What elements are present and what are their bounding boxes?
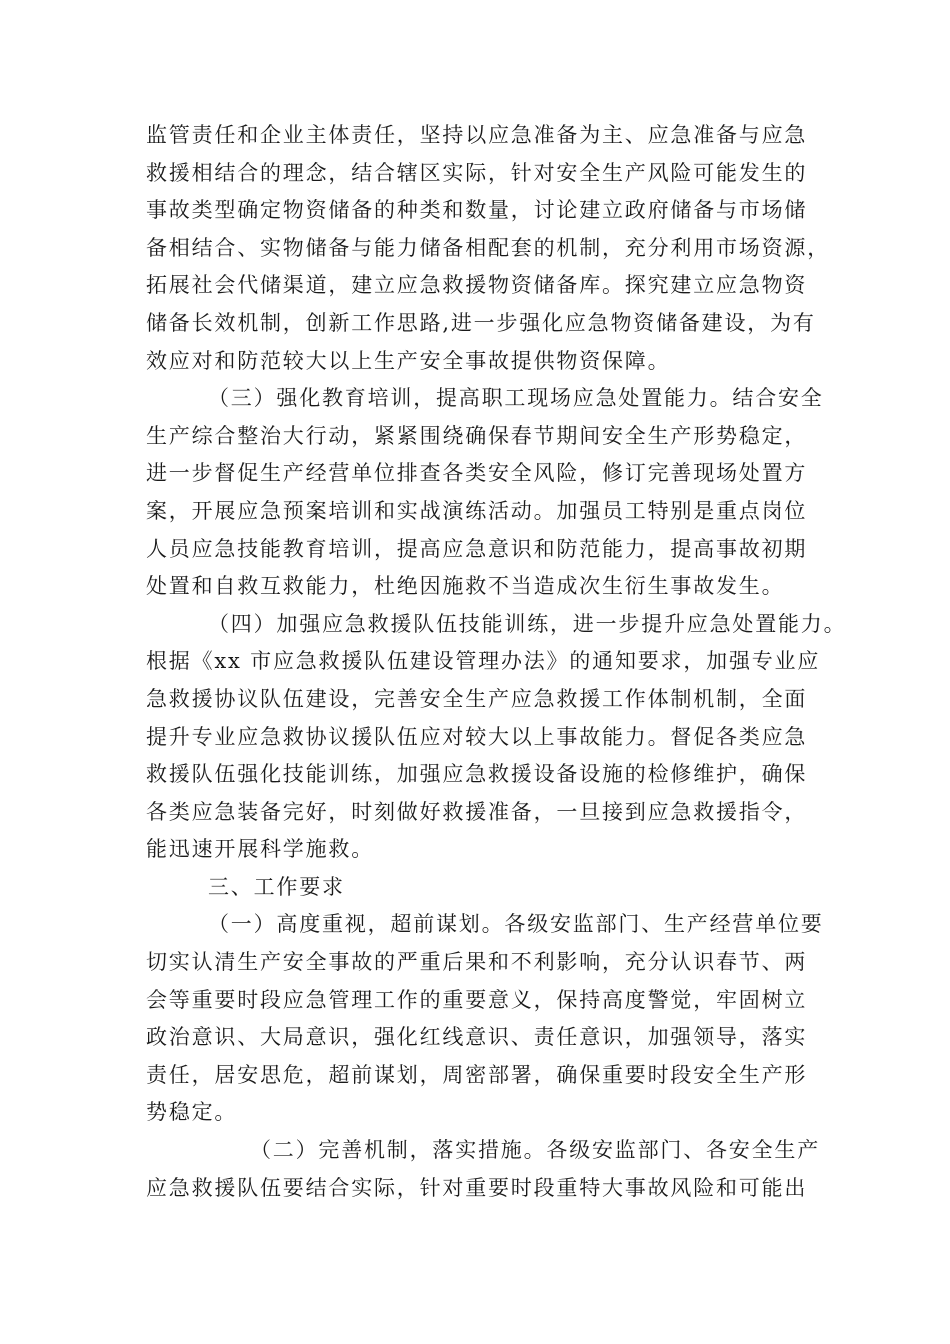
- text-line: 应急救援队伍要结合实际，针对重要时段重特大事故风险和可能出: [146, 1175, 808, 1200]
- text-line: 会等重要时段应急管理工作的重要意义，保持高度警觉，牢固树立: [146, 987, 808, 1012]
- text-line: 储备长效机制，创新工作思路,进一步强化应急物资储备建设，为有: [146, 310, 816, 335]
- paragraph-heading-2: （二）完善机制，落实措施。各级安监部门、各安全生产: [250, 1138, 820, 1163]
- text-line: 急救援协议队伍建设，完善安全生产应急救援工作体制机制，全面: [146, 686, 808, 711]
- text-line: 政治意识、大局意识，强化红线意识、责任意识，加强领导，落实: [146, 1025, 808, 1050]
- text-line: 事故类型确定物资储备的种类和数量，讨论建立政府储备与市场储: [146, 198, 808, 223]
- text-line: 生产综合整治大行动，紧紧围绕确保春节期间安全生产形势稳定，: [146, 423, 808, 448]
- text-line: 能迅速开展科学施救。: [146, 837, 374, 862]
- text-line: 备相结合、实物储备与能力储备相配套的机制，充分利用市场资源，: [146, 235, 830, 260]
- text-line: 救援相结合的理念，结合辖区实际，针对安全生产风险可能发生的: [146, 160, 808, 185]
- text-line: 根据《xx 市应急救援队伍建设管理办法》的通知要求，加强专业应: [146, 649, 821, 674]
- text-line: 责任，居安思危，超前谋划，周密部署，确保重要时段安全生产形: [146, 1062, 808, 1087]
- text-line: 处置和自救互救能力，杜绝因施救不当造成次生衍生事故发生。: [146, 574, 785, 599]
- text-line: 势稳定。: [146, 1100, 238, 1125]
- document-body: [146, 117, 847, 1207]
- text-line: 各类应急装备完好，时刻做好救援准备，一旦接到应急救援指令，: [146, 799, 808, 824]
- text-line: 进一步督促生产经营单位排查各类安全风险，修订完善现场处置方: [146, 461, 808, 486]
- paragraph-heading-4: （四）加强应急救援队伍技能训练，进一步提升应急处置能力。: [208, 611, 847, 636]
- text-line: 提升专业应急救协议援队伍应对较大以上事故能力。督促各类应急: [146, 724, 808, 749]
- text-line: 效应对和防范较大以上生产安全事故提供物资保障。: [146, 348, 671, 373]
- text-line: 监管责任和企业主体责任，坚持以应急准备为主、应急准备与应急: [146, 123, 808, 147]
- paragraph-heading-1: （一）高度重视，超前谋划。各级安监部门、生产经营单位要: [208, 912, 824, 937]
- text-line: 救援队伍强化技能训练，加强应急救援设备设施的检修维护，确保: [146, 762, 808, 787]
- text-line: 切实认清生产安全事故的严重后果和不利影响，充分认识春节、两: [146, 950, 808, 975]
- text-line: 拓展社会代储渠道，建立应急救援物资储备库。探究建立应急物资: [146, 273, 808, 298]
- text-line: 人员应急技能教育培训，提高应急意识和防范能力，提高事故初期: [146, 536, 808, 561]
- paragraph-heading-3: （三）强化教育培训，提高职工现场应急处置能力。结合安全: [208, 386, 824, 411]
- text-line: 案，开展应急预案培训和实战演练活动。加强员工特别是重点岗位: [146, 498, 808, 523]
- section-heading: 三、工作要求: [208, 874, 345, 899]
